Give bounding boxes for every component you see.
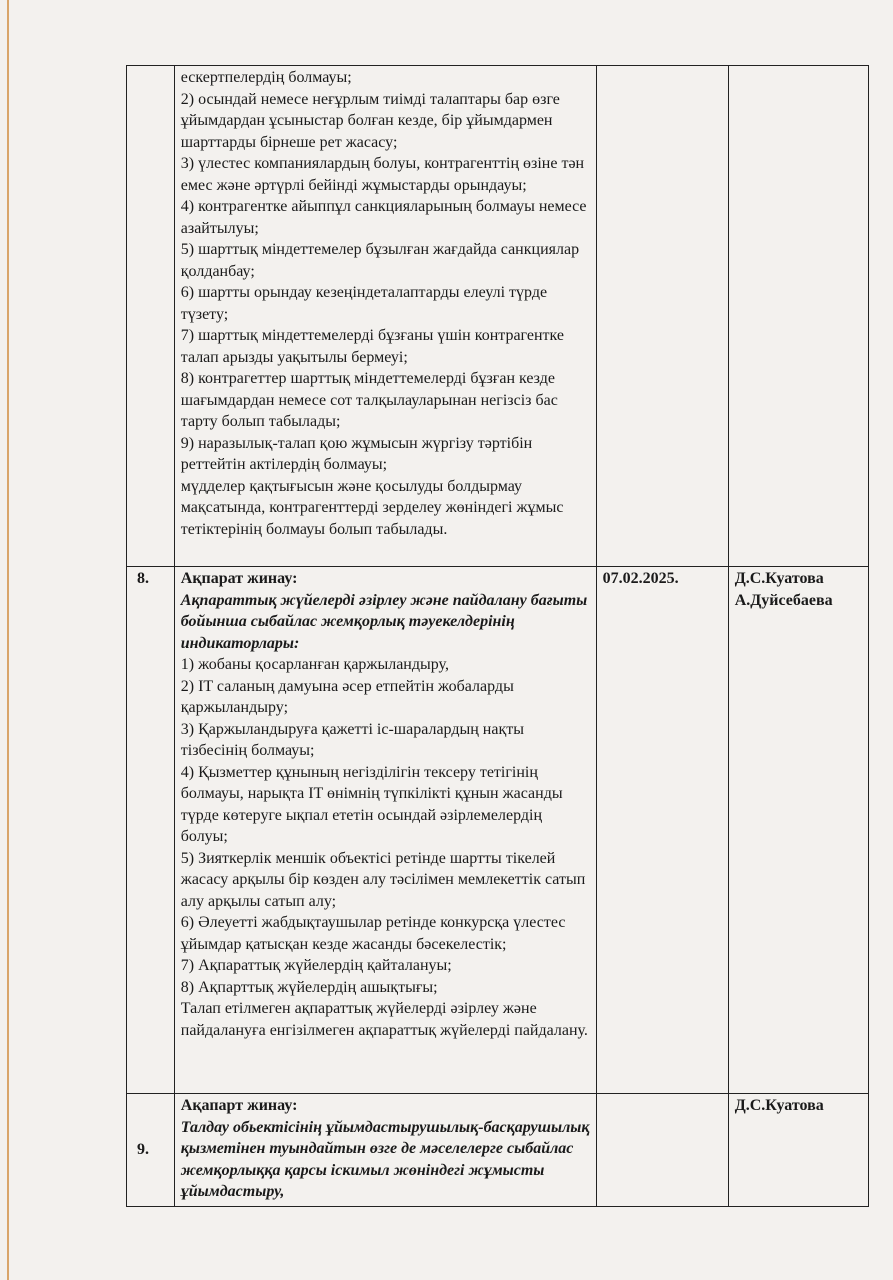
list-item: 7) шарттық міндеттемелерді бұзғаны үшін контрагентке талап арызды уақытылы бермеуі; <box>180 327 565 366</box>
page-margin-line <box>7 0 9 1280</box>
list-item: мүдделер қақтығысын және қосылуды болдырмау мақсатында, контрагенттерді зерделеу жөніндегі жұмыс тетіктерінің болмауы болып табылады. <box>180 477 564 538</box>
list-item: 1) жобаны қосарланған қаржыландыру, <box>180 656 449 673</box>
responsible-cell <box>728 66 868 567</box>
row-number: 8. <box>127 567 175 1094</box>
responsible-person: Д.С.Куатова <box>734 1097 824 1114</box>
date-cell <box>596 66 728 567</box>
row-number: 9. <box>127 1094 175 1207</box>
list-item: 2) IT саланың дамуына әсер етпейтін жобаларды қаржыландыру; <box>180 677 514 716</box>
list-item: 8) Ақпарттық жүйелердің ашықтығы; <box>180 978 438 996</box>
section-subheading: Ақпараттық жүйелерді әзірлеу және пайдалану бағыты бойынша сыбайлас жемқорлық тәуекелдерінің индикаторлары: <box>180 591 588 652</box>
plan-table <box>126 65 869 1207</box>
measures-cell <box>174 567 596 1094</box>
section-subheading: Талдау обьектісінің ұйымдастырушылық-басқарушылық қызметінен туындайтын өзге де мәселелерге сыбайлас жемқорлыққа қарсы іскимыл жөніндегі жұмысты ұйымдастыру, <box>180 1118 590 1200</box>
section-heading: Ақапарт жинау: <box>180 1097 298 1114</box>
list-item: 8) контрагеттер шарттық міндеттемелерді бұзған кезде шағымдардан немесе сот талқылауларынан негізсіз бас тарту болып табылады; <box>180 370 558 430</box>
list-item: 3) үлестес компаниялардың болуы, контрагенттің өзіне тән емес және әртүрлі бейінді жұмыстарды орындауы; <box>180 155 585 194</box>
date-cell: 07.02.2025. <box>596 567 728 1094</box>
table-row-8 <box>127 567 869 1094</box>
table-row-continued <box>127 66 869 567</box>
section-heading: Ақпарат жинау: <box>180 570 298 587</box>
responsible-cell <box>728 567 868 1094</box>
date-cell <box>596 1094 728 1207</box>
list-item: 9) наразылық-талап қою жұмысын жүргізу тәртібін реттейтін актілердің болмауы; <box>180 434 533 473</box>
list-item: 5) шарттық міндеттемелер бұзылған жағдайда санкциялар қолданбау; <box>180 241 580 280</box>
list-item: ескертпелердің болмауы; <box>180 69 352 86</box>
list-item: 3) Қаржыландыруға қажетті іс-шаралардың нақты тізбесінің болмауы; <box>180 720 524 759</box>
list-item: 7) Ақпараттық жүйелердің қайталануы; <box>180 957 452 974</box>
list-item: 4) Қызметтер құнының негізділігін тексеру тетігінің болмауы, нарықта IT өнімнің түпкілікті құнын жасанды түрде көтеруге ықпал ететін осындай әзірлемелердің болуы; <box>180 763 563 845</box>
list-item: 6) шартты орындау кезеңіндеталаптарды елеулі түрде түзету; <box>180 284 548 323</box>
responsible-person: А.Дуйсебаева <box>734 591 833 609</box>
table-row-9 <box>127 1094 869 1207</box>
row-number-cell <box>127 66 175 567</box>
list-item: Талап етілмеген ақпараттық жүйелерді әзірлеу және пайдалануға енгізілмеген ақпараттық жүйелерді пайдалану. <box>180 1000 588 1039</box>
list-item: 4) контрагентке айыппұл санкцияларының болмауы немесе азайтылуы; <box>180 198 587 237</box>
measures-cell <box>174 1094 596 1207</box>
list-item: 2) осындай немесе неғұрлым тиімді талаптары бар өзге ұйымдардан ұсыныстар болған кезде, бір ұйымдармен шарттарды бірнеше рет жасасу; <box>180 90 560 151</box>
list-item: 6) Әлеуетті жабдықтаушылар ретінде конкурсқа үлестес ұйымдар қатысқан кезде жасанды бәсекелестік; <box>180 914 566 953</box>
responsible-cell <box>728 1094 868 1207</box>
list-item: 5) Зияткерлік меншік объектісі ретінде шартты тікелей жасасу арқылы бір көзден алу тәсілімен мемлекеттік сатып алу арқылы сатып алу; <box>180 849 586 910</box>
measures-cell <box>174 66 596 567</box>
responsible-person: Д.С.Куатова <box>734 570 824 587</box>
